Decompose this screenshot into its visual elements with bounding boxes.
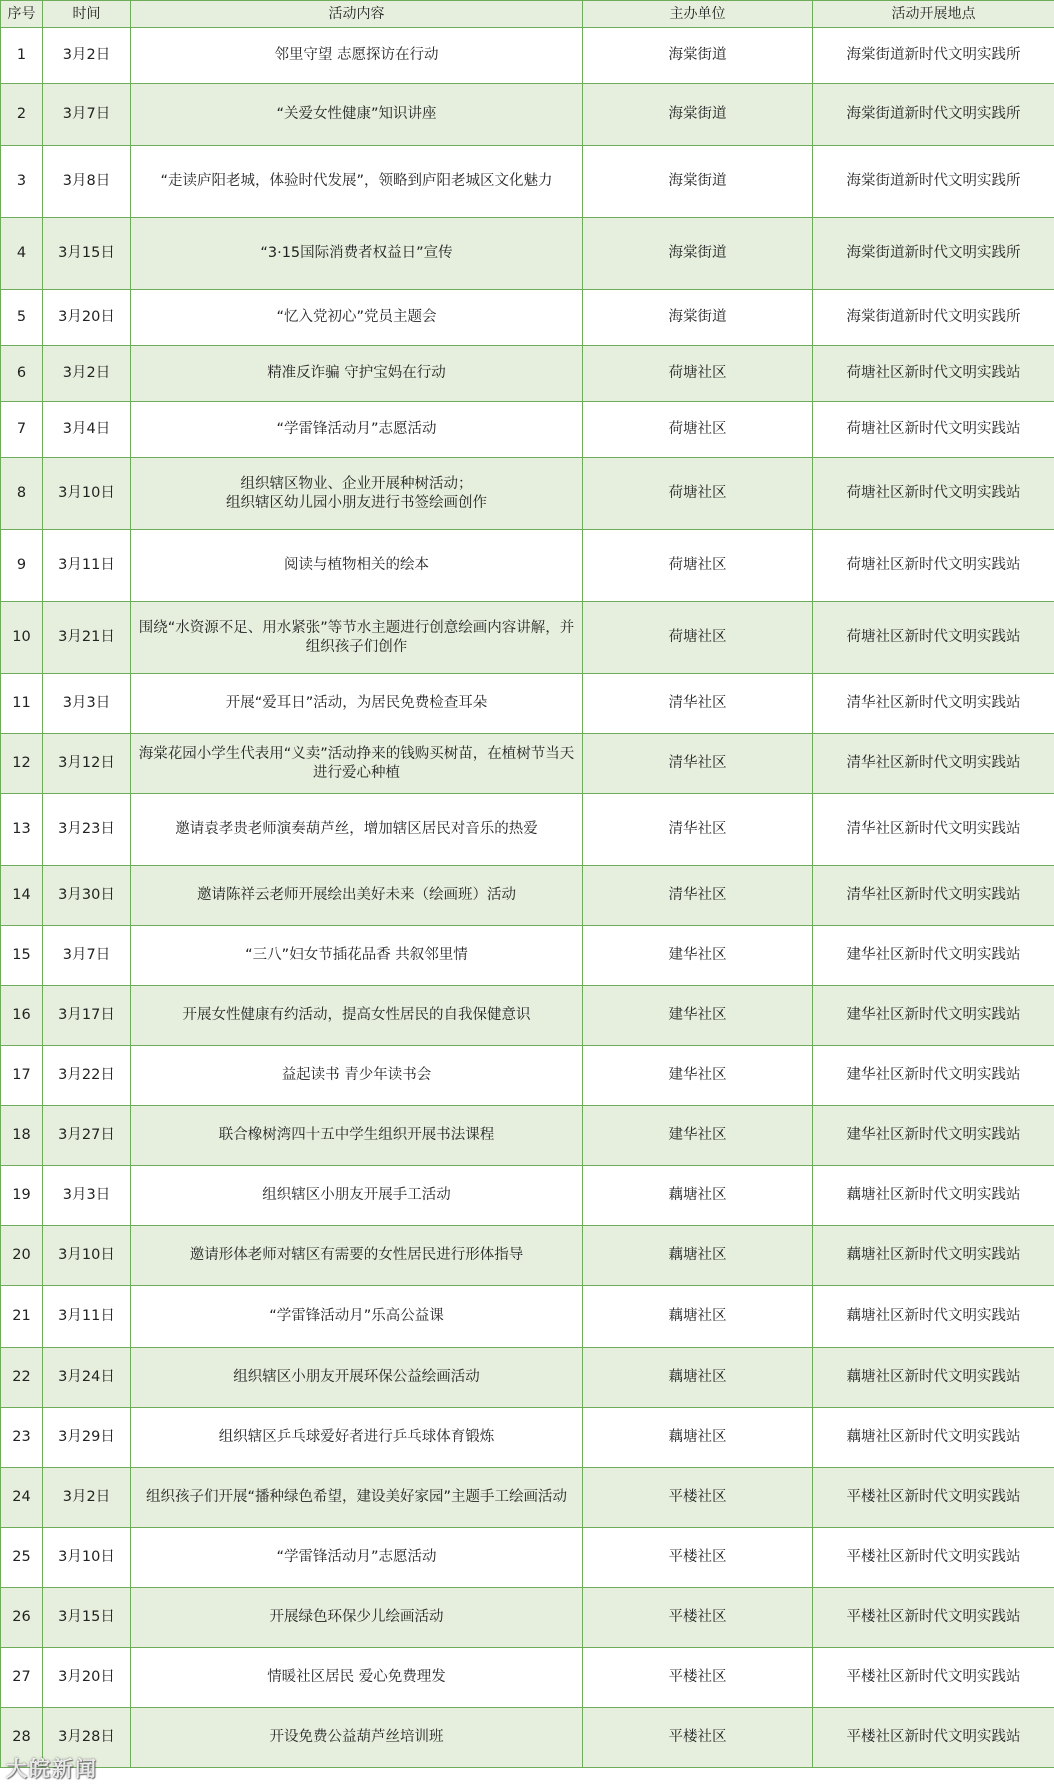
cell-no: 10 [1,602,43,674]
table-row [1,458,1054,530]
cell-content: 围绕“水资源不足、用水紧张”等节水主题进行创意绘画内容讲解，并组织孩子们创作 [131,602,583,674]
cell-host: 平楼社区 [583,1588,813,1648]
cell-host: 藕塘社区 [583,1226,813,1286]
header-host: 主办单位 [583,1,813,28]
cell-no: 16 [1,986,43,1046]
cell-date: 3月24日 [43,1348,131,1408]
cell-no: 14 [1,866,43,926]
table-row [1,346,1054,402]
cell-place: 海棠街道新时代文明实践所 [813,218,1054,290]
cell-content: 海棠花园小学生代表用“义卖”活动挣来的钱购买树苗，在植树节当天进行爱心种植 [131,734,583,794]
cell-no: 9 [1,530,43,602]
cell-place: 海棠街道新时代文明实践所 [813,84,1054,146]
cell-host: 建华社区 [583,926,813,986]
cell-place: 清华社区新时代文明实践站 [813,866,1054,926]
cell-host: 清华社区 [583,866,813,926]
cell-host: 建华社区 [583,986,813,1046]
cell-date: 3月15日 [43,218,131,290]
cell-content: “3·15国际消费者权益日”宣传 [131,218,583,290]
table-row [1,1528,1054,1588]
cell-content: 开展“爱耳日”活动，为居民免费检查耳朵 [131,674,583,734]
cell-date: 3月8日 [43,146,131,218]
cell-host: 平楼社区 [583,1528,813,1588]
cell-host: 海棠街道 [583,146,813,218]
cell-host: 清华社区 [583,794,813,866]
table-row [1,602,1054,674]
table-row [1,1166,1054,1226]
table-row [1,866,1054,926]
cell-content: “三八”妇女节插花品香 共叙邻里情 [131,926,583,986]
table-row [1,674,1054,734]
table-header [1,1,1054,28]
cell-host: 荷塘社区 [583,530,813,602]
cell-no: 22 [1,1348,43,1408]
cell-date: 3月27日 [43,1106,131,1166]
table-row [1,986,1054,1046]
table-body [1,28,1054,1768]
cell-content: 益起读书 青少年读书会 [131,1046,583,1106]
cell-content: “关爱女性健康”知识讲座 [131,84,583,146]
table-row [1,28,1054,84]
cell-host: 建华社区 [583,1046,813,1106]
cell-content: 邻里守望 志愿探访在行动 [131,28,583,84]
cell-date: 3月10日 [43,1226,131,1286]
cell-date: 3月4日 [43,402,131,458]
cell-place: 平楼社区新时代文明实践站 [813,1528,1054,1588]
cell-host: 海棠街道 [583,84,813,146]
cell-date: 3月2日 [43,1468,131,1528]
cell-place: 清华社区新时代文明实践站 [813,734,1054,794]
cell-date: 3月2日 [43,28,131,84]
cell-content: 联合橡树湾四十五中学生组织开展书法课程 [131,1106,583,1166]
cell-no: 15 [1,926,43,986]
cell-place: 建华社区新时代文明实践站 [813,1106,1054,1166]
table-row [1,1348,1054,1408]
table-row [1,290,1054,346]
cell-date: 3月3日 [43,1166,131,1226]
cell-content: 情暖社区居民 爱心免费理发 [131,1648,583,1708]
cell-host: 荷塘社区 [583,602,813,674]
cell-no: 20 [1,1226,43,1286]
cell-host: 荷塘社区 [583,458,813,530]
cell-place: 藕塘社区新时代文明实践站 [813,1348,1054,1408]
cell-date: 3月22日 [43,1046,131,1106]
cell-place: 荷塘社区新时代文明实践站 [813,602,1054,674]
table-row [1,1588,1054,1648]
table-row [1,1106,1054,1166]
cell-date: 3月11日 [43,1286,131,1348]
cell-no: 6 [1,346,43,402]
cell-host: 藕塘社区 [583,1348,813,1408]
cell-content: “忆入党初心”党员主题会 [131,290,583,346]
cell-host: 平楼社区 [583,1648,813,1708]
cell-place: 荷塘社区新时代文明实践站 [813,346,1054,402]
cell-no: 11 [1,674,43,734]
cell-no: 25 [1,1528,43,1588]
cell-no: 2 [1,84,43,146]
cell-place: 平楼社区新时代文明实践站 [813,1648,1054,1708]
cell-content: 组织辖区物业、企业开展种树活动； 组织辖区幼儿园小朋友进行书签绘画创作 [131,458,583,530]
cell-place: 平楼社区新时代文明实践站 [813,1468,1054,1528]
cell-no: 13 [1,794,43,866]
cell-content: 开展女性健康有约活动，提高女性居民的自我保健意识 [131,986,583,1046]
cell-no: 1 [1,28,43,84]
cell-no: 7 [1,402,43,458]
cell-host: 荷塘社区 [583,402,813,458]
table-row [1,1408,1054,1468]
cell-no: 24 [1,1468,43,1528]
cell-date: 3月30日 [43,866,131,926]
cell-host: 清华社区 [583,734,813,794]
cell-date: 3月12日 [43,734,131,794]
cell-content: 精准反诈骗 守护宝妈在行动 [131,346,583,402]
cell-content: 邀请袁孝贵老师演奏葫芦丝，增加辖区居民对音乐的热爱 [131,794,583,866]
cell-content: 开设免费公益葫芦丝培训班 [131,1708,583,1768]
cell-place: 海棠街道新时代文明实践所 [813,290,1054,346]
cell-content: 开展绿色环保少儿绘画活动 [131,1588,583,1648]
cell-place: 荷塘社区新时代文明实践站 [813,530,1054,602]
cell-place: 荷塘社区新时代文明实践站 [813,458,1054,530]
cell-host: 清华社区 [583,674,813,734]
cell-no: 19 [1,1166,43,1226]
cell-no: 5 [1,290,43,346]
cell-date: 3月21日 [43,602,131,674]
cell-place: 荷塘社区新时代文明实践站 [813,402,1054,458]
table-row [1,402,1054,458]
cell-content: 组织辖区小朋友开展环保公益绘画活动 [131,1348,583,1408]
cell-place: 建华社区新时代文明实践站 [813,926,1054,986]
cell-no: 4 [1,218,43,290]
table-row [1,84,1054,146]
table-row [1,1046,1054,1106]
cell-host: 藕塘社区 [583,1286,813,1348]
cell-content: “学雷锋活动月”志愿活动 [131,1528,583,1588]
cell-no: 23 [1,1408,43,1468]
cell-no: 17 [1,1046,43,1106]
table-row [1,530,1054,602]
cell-content: 邀请形体老师对辖区有需要的女性居民进行形体指导 [131,1226,583,1286]
cell-host: 荷塘社区 [583,346,813,402]
cell-date: 3月29日 [43,1408,131,1468]
cell-place: 清华社区新时代文明实践站 [813,674,1054,734]
cell-host: 海棠街道 [583,28,813,84]
table-row [1,1468,1054,1528]
cell-host: 建华社区 [583,1106,813,1166]
cell-host: 平楼社区 [583,1708,813,1768]
cell-date: 3月11日 [43,530,131,602]
cell-place: 建华社区新时代文明实践站 [813,1046,1054,1106]
header-row [1,1,1054,28]
table-row [1,1708,1054,1768]
cell-content: 组织辖区乒乓球爱好者进行乒乓球体育锻炼 [131,1408,583,1468]
cell-place: 藕塘社区新时代文明实践站 [813,1286,1054,1348]
cell-host: 海棠街道 [583,218,813,290]
table-row [1,734,1054,794]
table-row [1,1648,1054,1708]
cell-date: 3月7日 [43,84,131,146]
cell-place: 清华社区新时代文明实践站 [813,794,1054,866]
header-no: 序号 [1,1,43,28]
cell-place: 藕塘社区新时代文明实践站 [813,1166,1054,1226]
table-row [1,794,1054,866]
cell-content: “学雷锋活动月”乐高公益课 [131,1286,583,1348]
cell-date: 3月10日 [43,1528,131,1588]
cell-no: 27 [1,1648,43,1708]
header-date: 时间 [43,1,131,28]
cell-no: 18 [1,1106,43,1166]
table-row [1,1226,1054,1286]
cell-no: 28 [1,1708,43,1768]
cell-date: 3月2日 [43,346,131,402]
cell-place: 海棠街道新时代文明实践所 [813,146,1054,218]
cell-content: 组织孩子们开展“播种绿色希望，建设美好家园”主题手工绘画活动 [131,1468,583,1528]
cell-date: 3月7日 [43,926,131,986]
cell-place: 建华社区新时代文明实践站 [813,986,1054,1046]
table-row [1,146,1054,218]
cell-content: 阅读与植物相关的绘本 [131,530,583,602]
header-content: 活动内容 [131,1,583,28]
cell-place: 藕塘社区新时代文明实践站 [813,1408,1054,1468]
cell-no: 26 [1,1588,43,1648]
cell-date: 3月3日 [43,674,131,734]
cell-content: 邀请陈祥云老师开展绘出美好未来（绘画班）活动 [131,866,583,926]
cell-date: 3月15日 [43,1588,131,1648]
table-row [1,926,1054,986]
cell-date: 3月20日 [43,290,131,346]
cell-place: 海棠街道新时代文明实践所 [813,28,1054,84]
table-row [1,218,1054,290]
cell-host: 海棠街道 [583,290,813,346]
table-row [1,1286,1054,1348]
cell-date: 3月10日 [43,458,131,530]
cell-content: 组织辖区小朋友开展手工活动 [131,1166,583,1226]
cell-date: 3月28日 [43,1708,131,1768]
cell-place: 平楼社区新时代文明实践站 [813,1588,1054,1648]
cell-no: 8 [1,458,43,530]
cell-no: 12 [1,734,43,794]
cell-host: 平楼社区 [583,1468,813,1528]
cell-host: 藕塘社区 [583,1408,813,1468]
cell-place: 藕塘社区新时代文明实践站 [813,1226,1054,1286]
cell-place: 平楼社区新时代文明实践站 [813,1708,1054,1768]
cell-date: 3月20日 [43,1648,131,1708]
watermark-logo: 大皖新闻 [6,1757,98,1781]
cell-host: 藕塘社区 [583,1166,813,1226]
cell-content: “走读庐阳老城，体验时代发展”，领略到庐阳老城区文化魅力 [131,146,583,218]
cell-no: 3 [1,146,43,218]
cell-date: 3月23日 [43,794,131,866]
cell-no: 21 [1,1286,43,1348]
cell-date: 3月17日 [43,986,131,1046]
cell-content: “学雷锋活动月”志愿活动 [131,402,583,458]
header-place: 活动开展地点 [813,1,1054,28]
